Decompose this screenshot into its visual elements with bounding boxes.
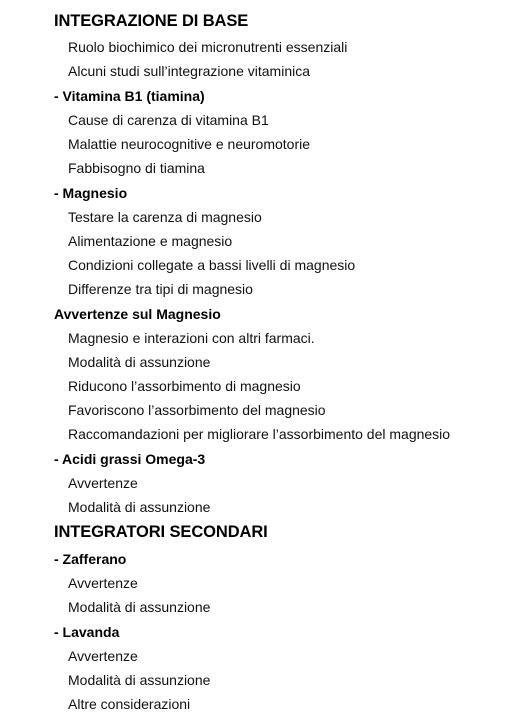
- group-heading-lavanda: - Lavanda: [54, 624, 120, 640]
- toc-item: Modalità di assunzione: [68, 354, 211, 370]
- toc-item: Modalità di assunzione: [68, 499, 211, 515]
- toc-item: Altre considerazioni: [68, 696, 191, 712]
- toc-item: Malattie neurocognitive e neuromotorie: [68, 136, 311, 152]
- toc-item: Riducono l’assorbimento di magnesio: [68, 378, 301, 394]
- toc-item: Ruolo biochimico dei micronutrenti essenziali: [68, 39, 348, 55]
- toc-item: Condizioni collegate a bassi livelli di magnesio: [68, 257, 356, 273]
- group-heading-omega-3: - Acidi grassi Omega-3: [54, 451, 206, 467]
- toc-item: Modalità di assunzione: [68, 672, 211, 688]
- toc-item: Avvertenze: [68, 475, 138, 491]
- toc-item: Cause di carenza di vitamina B1: [68, 112, 269, 128]
- section-title-integratori-secondari: INTEGRATORI SECONDARI: [54, 523, 268, 541]
- group-heading-zafferano: - Zafferano: [54, 551, 127, 567]
- toc-item: Differenze tra tipi di magnesio: [68, 281, 253, 297]
- toc-item: Raccomandazioni per migliorare l’assorbimento del magnesio: [68, 426, 451, 442]
- group-heading-magnesio: - Magnesio: [54, 185, 128, 201]
- toc-item: Modalità di assunzione: [68, 599, 211, 615]
- toc-item: Avvertenze: [68, 648, 138, 664]
- toc-item: Avvertenze: [68, 575, 138, 591]
- section-title-integrazione-di-base: INTEGRAZIONE DI BASE: [54, 12, 249, 30]
- toc-item: Alimentazione e magnesio: [68, 233, 233, 249]
- toc-item: Magnesio e interazioni con altri farmaci.: [68, 330, 315, 346]
- toc-item: Favoriscono l’assorbimento del magnesio: [68, 402, 326, 418]
- toc-item: Alcuni studi sull’integrazione vitaminica: [68, 63, 311, 79]
- group-heading-avvertenze-magnesio: Avvertenze sul Magnesio: [54, 306, 221, 322]
- toc-item: Testare la carenza di magnesio: [68, 209, 262, 225]
- toc-item: Fabbisogno di tiamina: [68, 160, 205, 176]
- group-heading-vitamina-b1: - Vitamina B1 (tiamina): [54, 88, 205, 104]
